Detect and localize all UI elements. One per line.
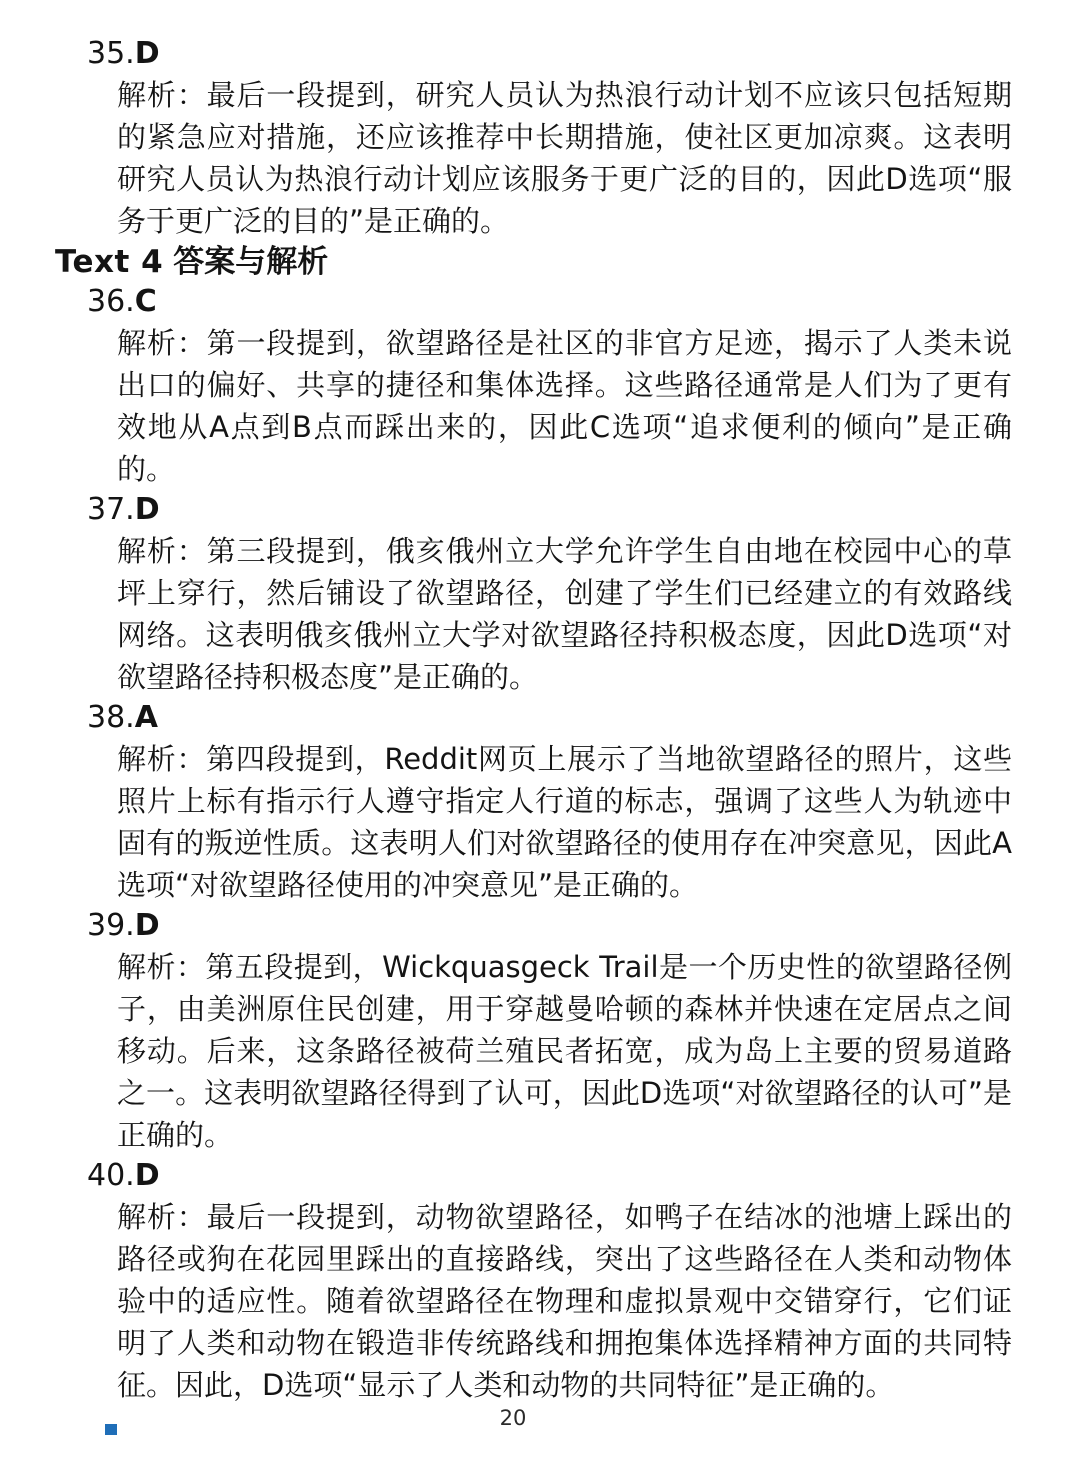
question-number: 39. — [87, 908, 135, 943]
answer-item-40 — [55, 1156, 1012, 1406]
explanation-text: 解析：最后一段提到，研究人员认为热浪行动计划不应该只包括短期的紧急应对措施，还应该推荐中长期措施，使社区更加凉爽。这表明研究人员认为热浪行动计划应该服务于更广泛的目的，因此D选项“服务于更广泛的目的”是正确的。 — [117, 78, 1012, 238]
explanation-text: 解析：第三段提到，俄亥俄州立大学允许学生自由地在校园中心的草坪上穿行，然后铺设了欲望路径，创建了学生们已经建立的有效路线网络。这表明俄亥俄州立大学对欲望路径持积极态度，因此D选项“对欲望路径持积极态度”是正确的。 — [117, 534, 1012, 694]
answer-letter: D — [134, 908, 160, 943]
question-heading-35 — [87, 34, 1012, 74]
question-number: 38. — [87, 700, 135, 735]
section-label: Text 4 — [55, 244, 164, 280]
page-content — [55, 34, 1012, 1406]
question-heading-39 — [87, 906, 1012, 946]
question-number: 40. — [87, 1158, 135, 1193]
answer-item-39 — [55, 906, 1012, 1156]
answer-letter: C — [134, 284, 157, 319]
explanation-text: 解析：最后一段提到，动物欲望路径，如鸭子在结冰的池塘上踩出的路径或狗在花园里踩出的直接路线，突出了这些路径在人类和动物体验中的适应性。随着欲望路径在物理和虚拟景观中交错穿行，它们证明了人类和动物在锻造非传统路线和拥抱集体选择精神方面的共同特征。因此，D选项“显示了人类和动物的共同特征”是正确的。 — [117, 1200, 1012, 1402]
footer-blue-square-marker — [105, 1424, 117, 1435]
question-heading-37 — [87, 490, 1012, 530]
question-heading-36 — [87, 282, 1012, 322]
answer-letter: D — [134, 1158, 160, 1193]
explanation-text: 解析：第四段提到，Reddit网页上展示了当地欲望路径的照片，这些照片上标有指示行人遵守指定人行道的标志，强调了这些人为轨迹中固有的叛逆性质。这表明人们对欲望路径的使用存在冲突意见，因此A选项“对欲望路径使用的冲突意见”是正确的。 — [117, 742, 1012, 902]
explanation-text: 解析：第五段提到，Wickquasgeck Trail是一个历史性的欲望路径例子，由美洲原住民创建，用于穿越曼哈顿的森林并快速在定居点之间移动。后来，这条路径被荷兰殖民者拓宽，成为岛上主要的贸易道路之一。这表明欲望路径得到了认可，因此D选项“对欲望路径的认可”是正确的。 — [117, 950, 1012, 1152]
question-heading-38 — [87, 698, 1012, 738]
explanation-text: 解析：第一段提到，欲望路径是社区的非官方足迹，揭示了人类未说出口的偏好、共享的捷径和集体选择。这些路径通常是人们为了更有效地从A点到B点而踩出来的，因此C选项“追求便利的倾向”是正确的。 — [117, 326, 1012, 486]
question-number: 35. — [87, 36, 135, 71]
question-number: 36. — [87, 284, 135, 319]
section-title: 答案与解析 — [173, 244, 329, 280]
answer-item-36 — [55, 282, 1012, 490]
answer-letter: D — [134, 36, 160, 71]
answer-letter: A — [134, 700, 158, 735]
question-number: 37. — [87, 492, 135, 527]
answer-item-35 — [55, 34, 1012, 242]
page-number: 20 — [499, 1406, 527, 1430]
answer-letter: D — [134, 492, 160, 527]
question-heading-40 — [87, 1156, 1012, 1196]
answer-item-37 — [55, 490, 1012, 698]
answer-item-38 — [55, 698, 1012, 906]
section-heading — [55, 242, 1012, 282]
